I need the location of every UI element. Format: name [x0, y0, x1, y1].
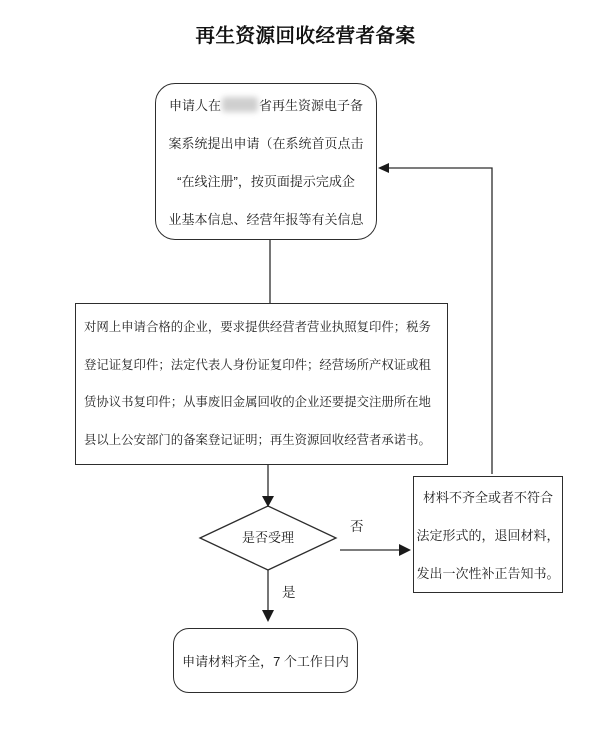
page-title: 再生资源回收经营者备案: [195, 25, 416, 47]
node-required-materials: [75, 303, 448, 465]
accept-label: 申请材料齐全，7 个工作日内: [182, 654, 349, 669]
arrowhead-decision-no: [399, 544, 411, 556]
reject-line-3: 发出一次性补正告知书。: [416, 566, 560, 581]
materials-line-4: 县以上公安部门的备案登记证明；再生资源回收经营者承诺书。: [84, 432, 431, 447]
apply-line1-prefix: 申请人在: [168, 98, 221, 113]
reject-line-2: 法定形式的，退回材料，: [416, 528, 560, 543]
node-accept-processing: [173, 628, 358, 693]
materials-line-1: 对网上申请合格的企业，要求提供经营者营业执照复印件；税务: [84, 320, 431, 334]
apply-line-4: 业基本信息、经营年报等有关信息: [168, 212, 364, 227]
apply-line1-suffix: 省再生资源电子备: [259, 98, 364, 113]
arrowhead-reject-feedback: [378, 163, 389, 173]
edge-label-no: 否: [350, 519, 364, 534]
arrowhead-decision-yes: [262, 610, 274, 622]
materials-line-3: 赁协议书复印件；从事废旧金属回收的企业还要提交注册所在地: [84, 395, 431, 409]
edge-label-yes: 是: [282, 585, 296, 600]
apply-line-3: “在线注册”，按页面提示完成企: [177, 174, 355, 189]
node-reject-return-materials: [413, 476, 563, 593]
apply-line-1: [156, 87, 376, 125]
apply-line-2: 案系统提出申请（在系统首页点击: [168, 136, 364, 151]
decision-label: 是否受理: [241, 530, 294, 545]
reject-line-1: 材料不齐全或者不符合: [422, 490, 553, 505]
materials-line-2: 登记证复印件；法定代表人身份证复印件；经营场所产权证或租: [84, 357, 431, 372]
node-apply-online: [155, 83, 377, 240]
redacted-province-blur: [222, 97, 258, 112]
